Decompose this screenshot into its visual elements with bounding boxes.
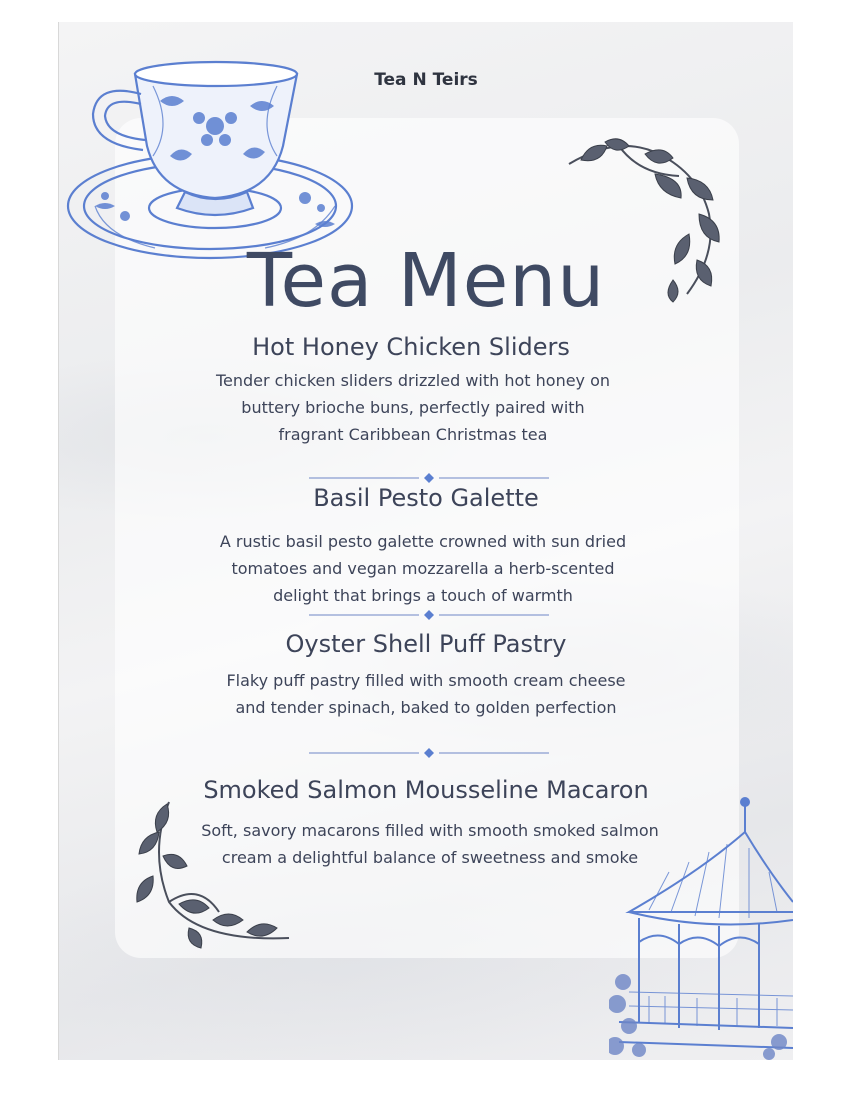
divider-ornament <box>309 610 549 620</box>
menu-item-name: Oyster Shell Puff Pastry <box>285 630 567 658</box>
menu-item-description: Flaky puff pastry filled with smooth cream cheese and tender spinach, baked to golden perfection <box>226 671 626 717</box>
menu-item-name: Hot Honey Chicken Sliders <box>252 333 570 361</box>
menu-item-description: Soft, savory macarons filled with smooth smoked salmon cream a delightful balance of sweetness and smoke <box>201 821 659 867</box>
brand-name: Tea N Teirs <box>374 70 478 90</box>
menu-item-description: Tender chicken sliders drizzled with hot honey on buttery brioche buns, perfectly paired with fragrant Caribbean Christmas tea <box>215 371 611 444</box>
menu-page <box>58 22 793 1060</box>
leaf-vine-icon <box>129 792 299 952</box>
gazebo-illustration <box>609 792 793 1060</box>
menu-item-name: Basil Pesto Galette <box>313 484 539 512</box>
page-title: Tea Menu <box>246 238 606 324</box>
menu-item-description: A rustic basil pesto galette crowned with sun dried tomatoes and vegan mozzarella a herb-scented delight that brings a touch of warmth <box>219 532 627 605</box>
menu-item-name: Smoked Salmon Mousseline Macaron <box>203 776 649 804</box>
divider-ornament <box>309 748 549 758</box>
